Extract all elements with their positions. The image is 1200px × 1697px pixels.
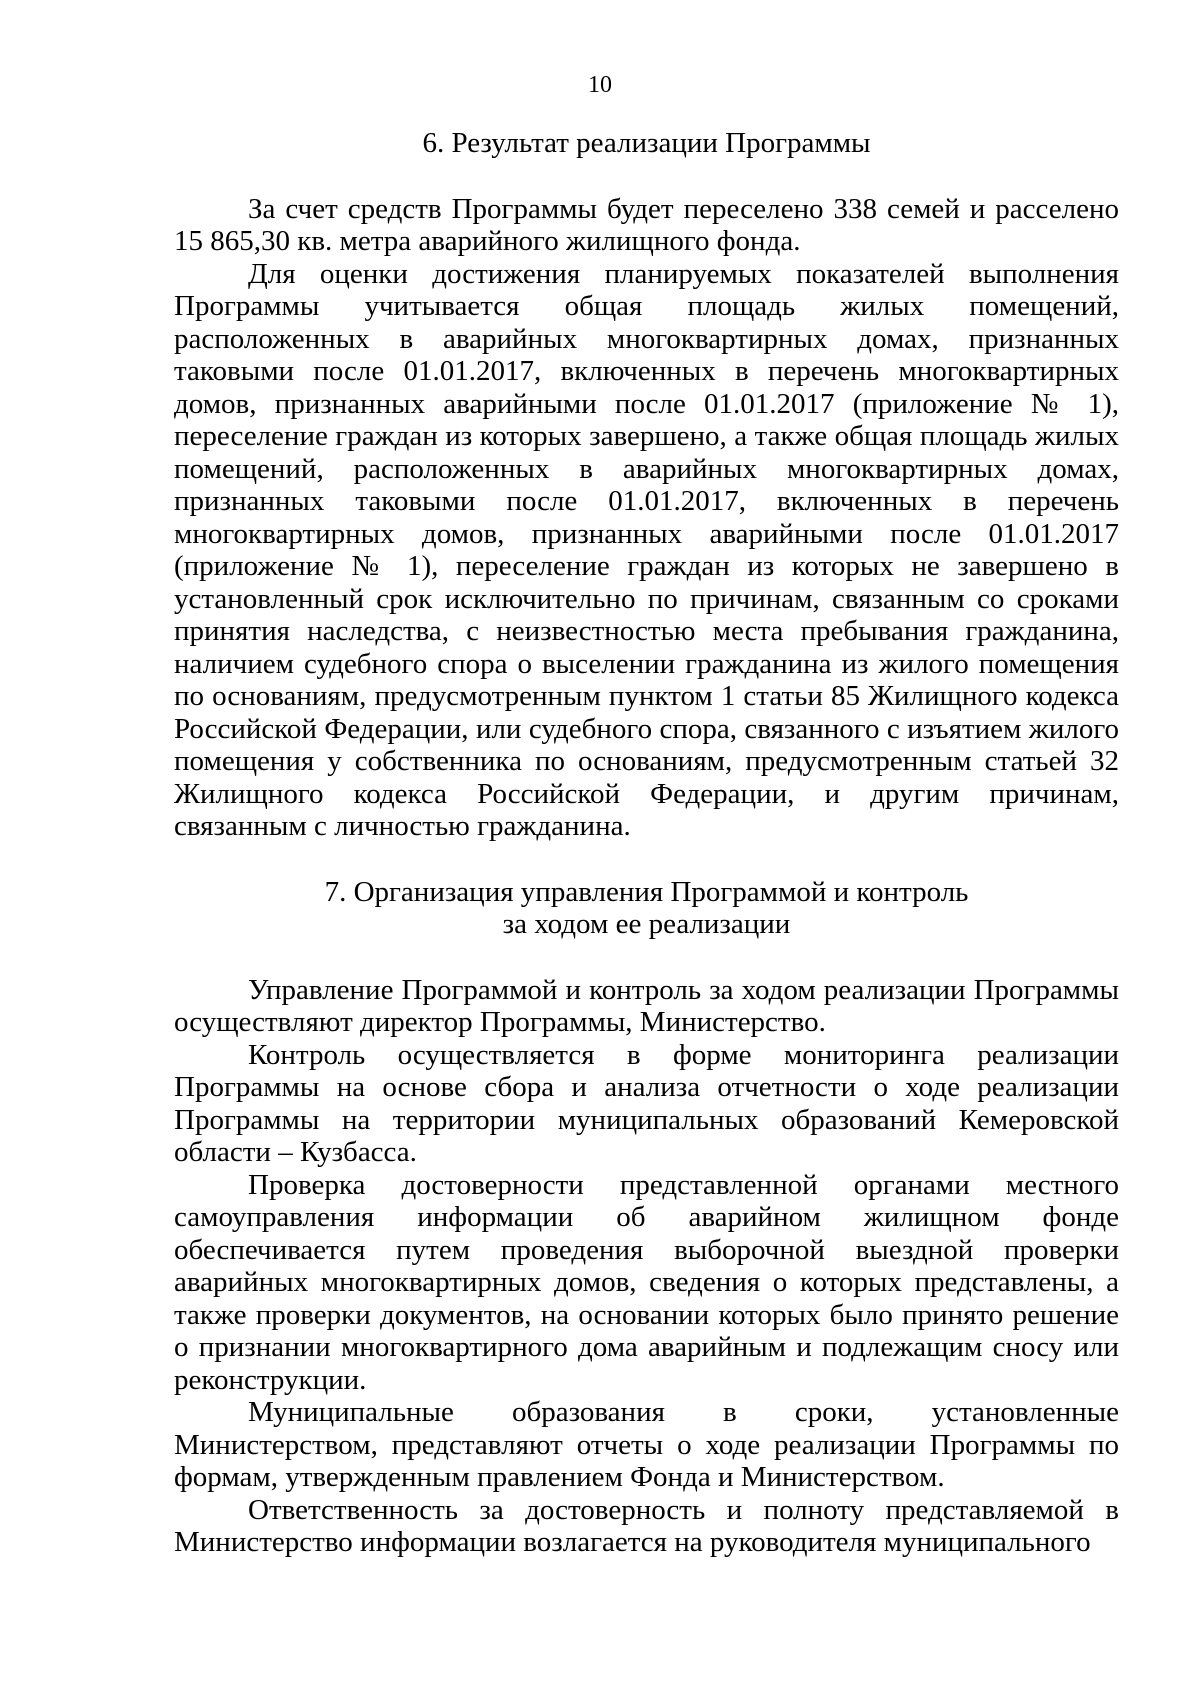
section-6-paragraph-2: Для оценки достижения планируемых показателей выполнения Программы учитывается общая площадь жилых помещений, расположенных в аварийных многоквартирных домах, признанных таковыми после 01.01.2017, включенных в перечень многоквартирных домов, признанных аварийными после 01.01.2017 (приложение № 1), переселение граждан из которых завершено, а также общая площадь жилых помещений, расположенных в аварийных многоквартирных домах, признанных таковыми после 01.01.2017, включенных в перечень многоквартирных домов, признанных аварийными после 01.01.2017 (приложение № 1), переселение граждан из которых не завершено в установленный срок исключительно по причинам, связанным со сроками принятия наследства, с неизвестностью места пребывания гражданина, наличием судебного спора о выселении гражданина из жилого помещения по основаниям, предусмотренным пунктом 1 статьи 85 Жилищного кодекса Российской Федерации, или судебного спора, связанного с изъятием жилого помещения у собственника по основаниям, предусмотренным статьей 32 Жилищного кодекса Российской Федерации, и другим причинам, связанным с личностью гражданина.	[174, 257, 1119, 842]
document-body	[174, 127, 1119, 1559]
section-7-title-line-2: за ходом ее реализации	[502, 908, 791, 940]
section-7-paragraph-5: Ответственность за достоверность и полноту представляемой в Министерство информации возлагается на руководителя муниципального	[174, 1493, 1119, 1558]
section-6-title: 6. Результат реализации Программы	[422, 127, 871, 159]
section-7-paragraph-3: Проверка достоверности представленной органами местного самоуправления информации об аварийном жилищном фонде обеспечивается путем проведения выборочной выездной проверки аварийных многоквартирных домов, сведения о которых представлены, а также проверки документов, на основании которых было принято решение о признании многоквартирного дома аварийным и подлежащим сносу или реконструкции.	[174, 1168, 1119, 1396]
page-number: 10	[588, 72, 612, 98]
section-7-paragraph-1: Управление Программой и контроль за ходом реализации Программы осуществляют директор Программы, Министерство.	[174, 973, 1119, 1038]
section-7-paragraph-2: Контроль осуществляется в форме мониторинга реализации Программы на основе сбора и анализа отчетности о ходе реализации Программы на территории муниципальных образований Кемеровской области – Кузбасса.	[174, 1038, 1119, 1168]
section-6-paragraph-1: За счет средств Программы будет переселено 338 семей и расселено 15 865,30 кв. метра аварийного жилищного фонда.	[174, 192, 1119, 257]
section-7-paragraph-4: Муниципальные образования в сроки, установленные Министерством, представляют отчеты о ходе реализации Программы по формам, утвержденным правлением Фонда и Министерством.	[174, 1396, 1119, 1493]
section-7-title	[174, 876, 1119, 941]
section-7-title-line-1: 7. Организация управления Программой и контроль	[324, 875, 969, 908]
